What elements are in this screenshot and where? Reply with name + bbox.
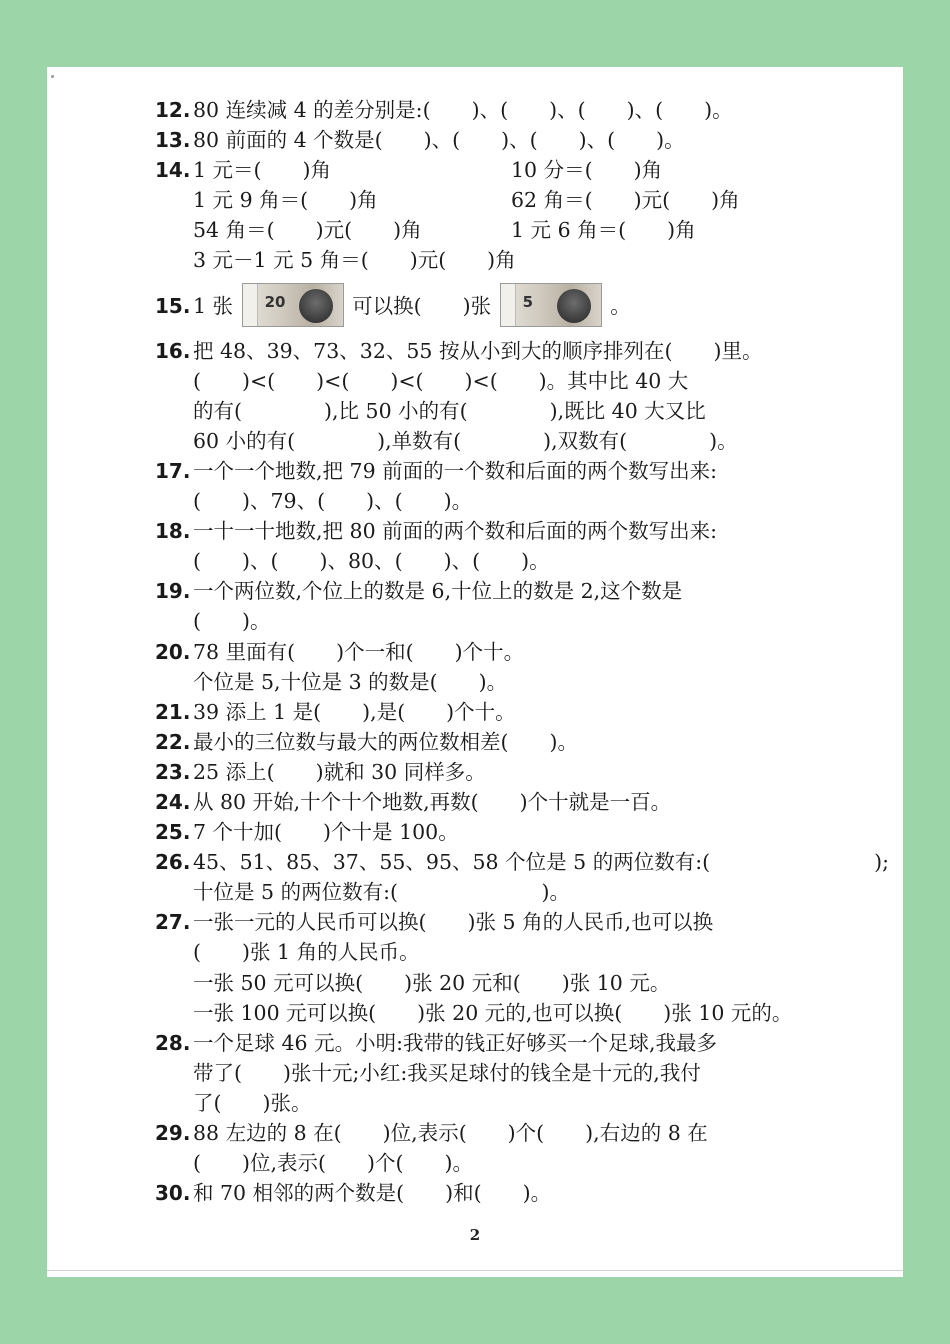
question-text: 了( )张。 xyxy=(193,1090,312,1115)
question-number: 18. xyxy=(155,519,191,544)
question-number: 25. xyxy=(155,820,191,845)
question-text: 7 个十加( )个十是 100。 xyxy=(193,820,459,845)
question-number: 19. xyxy=(155,579,191,604)
question-text: 88 左边的 8 在( )位,表示( )个( ),右边的 8 在 xyxy=(193,1121,708,1145)
banknote-denomination: 20 xyxy=(264,293,286,312)
question-text: 25 添上( )就和 30 同样多。 xyxy=(193,759,486,784)
scan-dot xyxy=(51,75,54,78)
question-20-line-2 xyxy=(155,667,845,697)
question-text: ( )位,表示( )个( )。 xyxy=(193,1151,474,1176)
question-18-line-2 xyxy=(155,546,845,576)
question-number: 26. xyxy=(155,850,191,875)
question-text: 最小的三位数与最大的两位数相差( )。 xyxy=(193,729,578,754)
question-19-line-1 xyxy=(155,576,845,606)
question-text: 54 角＝( )元( )角 xyxy=(193,218,422,243)
question-text: 可以换( )张 xyxy=(352,293,492,318)
question-23 xyxy=(155,757,845,787)
banknote-20-yuan-image xyxy=(242,283,344,327)
question-number: 24. xyxy=(155,789,191,814)
question-text: 39 添上 1 是( ),是( )个十。 xyxy=(193,699,516,724)
question-20-line-1 xyxy=(155,637,845,667)
question-text: 从 80 开始,十个十个地数,再数( )个十就是一百。 xyxy=(193,789,672,814)
question-29-line-2 xyxy=(155,1148,845,1178)
question-text: ( )、( )、80、( )、( )。 xyxy=(193,549,550,574)
question-25 xyxy=(155,817,845,847)
question-29-line-1 xyxy=(155,1118,845,1148)
question-16-line-2 xyxy=(155,366,845,396)
banknote-5-yuan-image xyxy=(500,283,602,327)
question-17-line-2 xyxy=(155,486,845,516)
question-text: 个位是 5,十位是 3 的数是( )。 xyxy=(193,669,508,694)
question-text: 80 前面的 4 个数是( )、( )、( )、( )。 xyxy=(193,128,685,153)
question-13 xyxy=(155,125,845,155)
question-number: 14. xyxy=(155,158,191,183)
question-26-line-1 xyxy=(155,847,889,877)
question-text: 一张 100 元可以换( )张 20 元的,也可以换( )张 10 元的。 xyxy=(193,1000,793,1025)
question-number: 12. xyxy=(155,98,191,122)
banknote-denomination: 5 xyxy=(522,293,534,312)
question-number: 13. xyxy=(155,128,191,153)
question-text: 60 小的有( ),单数有( ),双数有( )。 xyxy=(193,428,738,453)
question-27-line-1 xyxy=(155,907,845,937)
question-16-line-3 xyxy=(155,396,845,426)
question-list xyxy=(155,95,889,1208)
question-number: 21. xyxy=(155,699,191,724)
question-text: 80 连续减 4 的差分别是:( )、( )、( )、( )。 xyxy=(193,98,733,122)
question-12 xyxy=(155,95,845,125)
question-14-row-3 xyxy=(155,215,845,245)
question-number: 17. xyxy=(155,458,191,483)
question-28-line-2 xyxy=(155,1058,845,1088)
question-text: 十位是 5 的两位数有:( )。 xyxy=(193,880,570,905)
question-text: 1 元＝( )角 xyxy=(193,158,332,183)
question-26-line-2 xyxy=(155,877,845,907)
question-15 xyxy=(155,276,845,336)
question-text: 和 70 相邻的两个数是( )和( )。 xyxy=(193,1181,552,1206)
question-number: 30. xyxy=(155,1181,191,1206)
question-27-line-2 xyxy=(155,937,845,967)
question-text: 3 元－1 元 5 角＝( )元( )角 xyxy=(193,248,516,273)
question-28-line-3 xyxy=(155,1088,845,1118)
question-text: 。 xyxy=(610,293,631,318)
worksheet-page xyxy=(47,67,903,1277)
bottom-divider xyxy=(47,1270,903,1271)
question-number: 23. xyxy=(155,759,191,784)
question-text: 一张 50 元可以换( )张 20 元和( )张 10 元。 xyxy=(193,970,671,995)
question-21 xyxy=(155,697,845,727)
question-text: 78 里面有( )个一和( )个十。 xyxy=(193,639,525,664)
question-number: 28. xyxy=(155,1030,191,1055)
page-number: 2 xyxy=(469,1226,481,1244)
question-16-line-4 xyxy=(155,426,845,456)
question-14-row-2 xyxy=(155,185,845,215)
question-text: ( )。 xyxy=(193,609,271,634)
question-27-line-4 xyxy=(155,998,845,1028)
question-number: 16. xyxy=(155,338,191,363)
question-text: ( )张 1 角的人民币。 xyxy=(193,940,420,965)
question-text: 45、51、85、37、55、95、58 个位是 5 的两位数有:( ); xyxy=(193,850,889,875)
question-16-line-1 xyxy=(155,336,845,366)
question-text: 一个两位数,个位上的数是 6,十位上的数是 2,这个数是 xyxy=(193,579,683,604)
question-text: ( )<( )<( )<( )<( )。其中比 40 大 xyxy=(193,368,689,393)
question-text: 一个足球 46 元。小明:我带的钱正好够买一个足球,我最多 xyxy=(193,1030,718,1055)
question-30 xyxy=(155,1178,845,1208)
question-number: 27. xyxy=(155,910,191,935)
question-text: 1 张 xyxy=(193,293,234,318)
question-text: ( )、79、( )、( )。 xyxy=(193,489,473,514)
question-28-line-1 xyxy=(155,1028,845,1058)
question-text: 带了( )张十元;小红:我买足球付的钱全是十元的,我付 xyxy=(193,1060,701,1085)
question-text: 一张一元的人民币可以换( )张 5 角的人民币,也可以换 xyxy=(193,910,714,935)
question-24 xyxy=(155,787,845,817)
question-text: 把 48、39、73、32、55 按从小到大的顺序排列在( )里。 xyxy=(193,338,763,363)
question-text: 10 分＝( )角 xyxy=(511,158,663,183)
question-19-line-2 xyxy=(155,606,845,636)
question-text: 62 角＝( )元( )角 xyxy=(511,188,740,213)
question-text: 一个一个地数,把 79 前面的一个数和后面的两个数写出来: xyxy=(193,458,718,483)
question-27-line-3 xyxy=(155,968,845,998)
question-14-row-4 xyxy=(155,245,845,275)
question-14-row-1 xyxy=(155,155,845,185)
question-18-line-1 xyxy=(155,516,845,546)
question-number: 20. xyxy=(155,639,191,664)
question-text: 1 元 9 角＝( )角 xyxy=(193,188,378,213)
question-22 xyxy=(155,727,845,757)
question-text: 的有( ),比 50 小的有( ),既比 40 大又比 xyxy=(193,398,706,423)
question-text: 一十一十地数,把 80 前面的两个数和后面的两个数写出来: xyxy=(193,519,718,544)
question-text: 1 元 6 角＝( )角 xyxy=(511,218,696,243)
question-number: 15. xyxy=(155,293,191,318)
question-17-line-1 xyxy=(155,456,845,486)
question-number: 22. xyxy=(155,729,191,754)
question-number: 29. xyxy=(155,1121,191,1145)
